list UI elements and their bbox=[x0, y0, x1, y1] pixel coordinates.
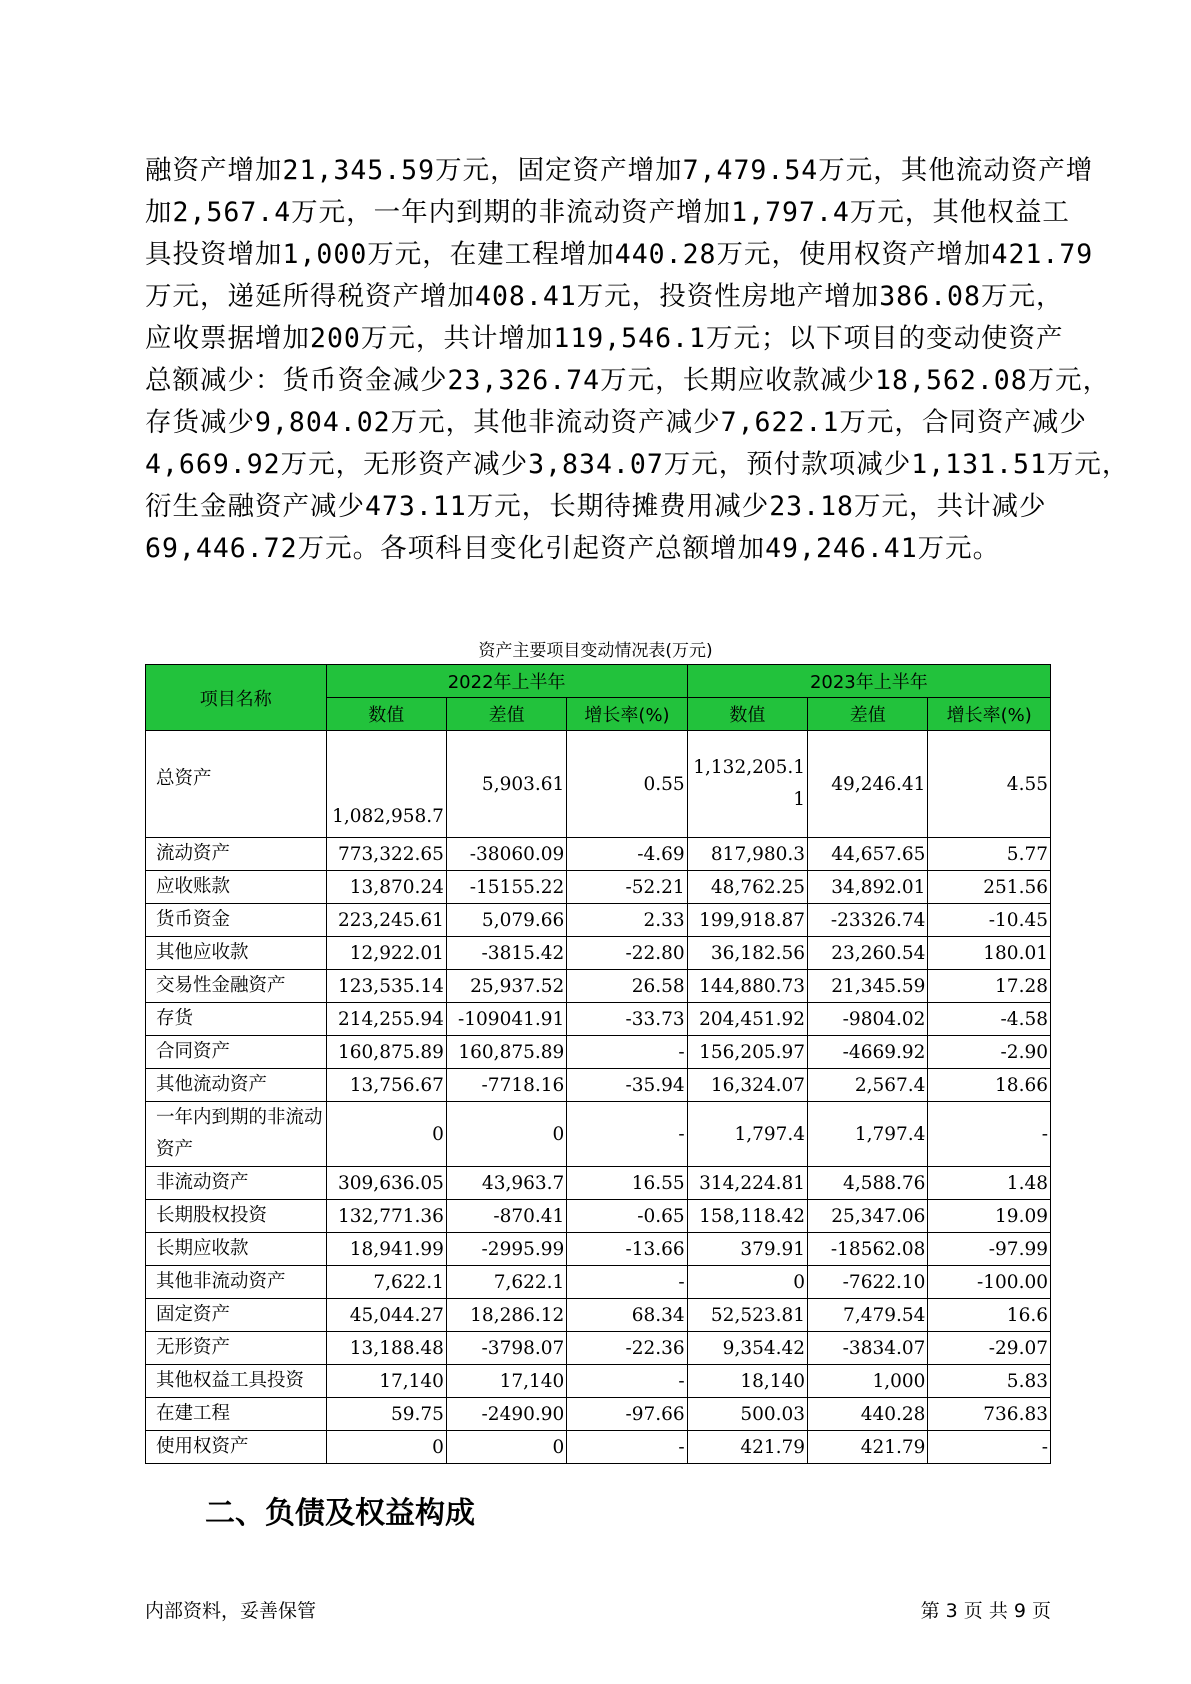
footer-confidential: 内部资料，妥善保管 bbox=[145, 1600, 317, 1622]
cell-value: 180.01 bbox=[928, 937, 1051, 970]
row-label: 其他非流动资产 bbox=[146, 1266, 327, 1299]
table-row bbox=[146, 871, 1051, 904]
cell-value: -3815.42 bbox=[446, 937, 566, 970]
cell-value: -109041.91 bbox=[446, 1003, 566, 1036]
cell-value: 25,937.52 bbox=[446, 970, 566, 1003]
cell-value: 13,756.67 bbox=[326, 1069, 446, 1102]
cell-value: 1,797.4 bbox=[808, 1102, 928, 1167]
header-rate-2023: 增长率(%) bbox=[928, 698, 1051, 731]
table-row bbox=[146, 1233, 1051, 1266]
cell-value: 44,657.65 bbox=[808, 838, 928, 871]
row-label: 使用权资产 bbox=[146, 1431, 327, 1464]
row-label: 其他流动资产 bbox=[146, 1069, 327, 1102]
cell-value: -22.80 bbox=[567, 937, 687, 970]
cell-value: 1,797.4 bbox=[687, 1102, 807, 1167]
body-paragraph bbox=[145, 150, 1130, 570]
cell-value: 5.77 bbox=[928, 838, 1051, 871]
cell-value: 421.79 bbox=[808, 1431, 928, 1464]
cell-value: 223,245.61 bbox=[326, 904, 446, 937]
header-value-2022: 数值 bbox=[326, 698, 446, 731]
cell-value: -52.21 bbox=[567, 871, 687, 904]
table-row bbox=[146, 1003, 1051, 1036]
cell-value: 43,963.7 bbox=[446, 1167, 566, 1200]
cell-value: 34,892.01 bbox=[808, 871, 928, 904]
table-row bbox=[146, 1036, 1051, 1069]
cell-value: 16.6 bbox=[928, 1299, 1051, 1332]
cell-value: 16.55 bbox=[567, 1167, 687, 1200]
cell-value: 48,762.25 bbox=[687, 871, 807, 904]
paragraph-line: 应收票据增加200万元，共计增加119,546.1万元；以下项目的变动使资产 bbox=[145, 323, 1064, 354]
table-row bbox=[146, 1398, 1051, 1431]
table-caption: 资产主要项目变动情况表(万元) bbox=[478, 641, 713, 661]
cell-value: 4,588.76 bbox=[808, 1167, 928, 1200]
cell-value: 49,246.41 bbox=[808, 731, 928, 838]
paragraph-line: 融资产增加21,345.59万元，固定资产增加7,479.54万元，其他流动资产增 bbox=[145, 155, 1094, 186]
cell-value: - bbox=[567, 1266, 687, 1299]
table-row bbox=[146, 1069, 1051, 1102]
row-label: 货币资金 bbox=[146, 904, 327, 937]
section-heading: 二、负债及权益构成 bbox=[205, 1496, 475, 1531]
row-label: 应收账款 bbox=[146, 871, 327, 904]
table-row bbox=[146, 904, 1051, 937]
cell-value: - bbox=[567, 1431, 687, 1464]
cell-value: -35.94 bbox=[567, 1069, 687, 1102]
cell-value: -29.07 bbox=[928, 1332, 1051, 1365]
cell-value: 7,479.54 bbox=[808, 1299, 928, 1332]
paragraph-line: 69,446.72万元。各项科目变化引起资产总额增加49,246.41万元。 bbox=[145, 533, 1001, 564]
cell-value: 214,255.94 bbox=[326, 1003, 446, 1036]
cell-value: 7,622.1 bbox=[446, 1266, 566, 1299]
cell-value: 45,044.27 bbox=[326, 1299, 446, 1332]
cell-value: - bbox=[567, 1365, 687, 1398]
table-row bbox=[146, 1332, 1051, 1365]
cell-value: -22.36 bbox=[567, 1332, 687, 1365]
cell-value: 123,535.14 bbox=[326, 970, 446, 1003]
cell-value: 9,354.42 bbox=[687, 1332, 807, 1365]
cell-value: 19.09 bbox=[928, 1200, 1051, 1233]
cell-value: 18,140 bbox=[687, 1365, 807, 1398]
cell-value: -2995.99 bbox=[446, 1233, 566, 1266]
row-label: 一年内到期的非流动资产 bbox=[146, 1102, 327, 1167]
cell-value: 26.58 bbox=[567, 970, 687, 1003]
table-row bbox=[146, 1431, 1051, 1464]
cell-value: -33.73 bbox=[567, 1003, 687, 1036]
cell-value: 773,322.65 bbox=[326, 838, 446, 871]
header-period-2022: 2022年上半年 bbox=[326, 665, 687, 698]
cell-value: 132,771.36 bbox=[326, 1200, 446, 1233]
row-label: 合同资产 bbox=[146, 1036, 327, 1069]
row-label: 存货 bbox=[146, 1003, 327, 1036]
paragraph-line: 万元，递延所得税资产增加408.41万元，投资性房地产增加386.08万元， bbox=[145, 281, 1064, 312]
cell-value: 25,347.06 bbox=[808, 1200, 928, 1233]
cell-value: 5,079.66 bbox=[446, 904, 566, 937]
table-row bbox=[146, 1102, 1051, 1167]
cell-value: 1.48 bbox=[928, 1167, 1051, 1200]
cell-value: 160,875.89 bbox=[326, 1036, 446, 1069]
cell-value: 13,188.48 bbox=[326, 1332, 446, 1365]
cell-value: 2.33 bbox=[567, 904, 687, 937]
cell-value: -4.69 bbox=[567, 838, 687, 871]
cell-value: 52,523.81 bbox=[687, 1299, 807, 1332]
paragraph-line: 衍生金融资产减少473.11万元，长期待摊费用减少23.18万元，共计减少 bbox=[145, 491, 1047, 522]
table-row bbox=[146, 838, 1051, 871]
header-value-2023: 数值 bbox=[687, 698, 807, 731]
header-diff-2023: 差值 bbox=[808, 698, 928, 731]
cell-value: 736.83 bbox=[928, 1398, 1051, 1431]
table-row bbox=[146, 1266, 1051, 1299]
cell-value: -2.90 bbox=[928, 1036, 1051, 1069]
cell-value: 0 bbox=[326, 1431, 446, 1464]
asset-change-table bbox=[145, 664, 1051, 1464]
cell-value: -97.99 bbox=[928, 1233, 1051, 1266]
cell-value: 1,132,205.11 bbox=[687, 731, 807, 838]
cell-value: -18562.08 bbox=[808, 1233, 928, 1266]
paragraph-line: 总额减少：货币资金减少23,326.74万元，长期应收款减少18,562.08万元， bbox=[145, 365, 1111, 396]
cell-value: 23,260.54 bbox=[808, 937, 928, 970]
table-row bbox=[146, 1200, 1051, 1233]
cell-value: 5.83 bbox=[928, 1365, 1051, 1398]
header-rate-2022: 增长率(%) bbox=[567, 698, 687, 731]
cell-value: -3834.07 bbox=[808, 1332, 928, 1365]
cell-value: -10.45 bbox=[928, 904, 1051, 937]
cell-value: 156,205.97 bbox=[687, 1036, 807, 1069]
paragraph-line: 存货减少9,804.02万元，其他非流动资产减少7,622.1万元，合同资产减少 bbox=[145, 407, 1087, 438]
cell-value: 421.79 bbox=[687, 1431, 807, 1464]
row-label: 长期应收款 bbox=[146, 1233, 327, 1266]
cell-value: 158,118.42 bbox=[687, 1200, 807, 1233]
cell-value: 16,324.07 bbox=[687, 1069, 807, 1102]
header-item-name: 项目名称 bbox=[146, 665, 327, 731]
cell-value: 0 bbox=[446, 1431, 566, 1464]
cell-value: 144,880.73 bbox=[687, 970, 807, 1003]
cell-value: -4669.92 bbox=[808, 1036, 928, 1069]
cell-value: -15155.22 bbox=[446, 871, 566, 904]
table-row bbox=[146, 731, 1051, 838]
cell-value: 500.03 bbox=[687, 1398, 807, 1431]
cell-value: 18,941.99 bbox=[326, 1233, 446, 1266]
table-row bbox=[146, 1365, 1051, 1398]
row-label: 流动资产 bbox=[146, 838, 327, 871]
row-label: 固定资产 bbox=[146, 1299, 327, 1332]
cell-value: 5,903.61 bbox=[446, 731, 566, 838]
cell-value: -7718.16 bbox=[446, 1069, 566, 1102]
cell-value: -2490.90 bbox=[446, 1398, 566, 1431]
paragraph-line: 4,669.92万元，无形资产减少3,834.07万元，预付款项减少1,131.51万元， bbox=[145, 449, 1130, 480]
row-label: 其他权益工具投资 bbox=[146, 1365, 327, 1398]
cell-value: 309,636.05 bbox=[326, 1167, 446, 1200]
cell-value: 7,622.1 bbox=[326, 1266, 446, 1299]
cell-value: -23326.74 bbox=[808, 904, 928, 937]
cell-value: 17.28 bbox=[928, 970, 1051, 1003]
row-label: 在建工程 bbox=[146, 1398, 327, 1431]
cell-value: -870.41 bbox=[446, 1200, 566, 1233]
row-label: 长期股权投资 bbox=[146, 1200, 327, 1233]
cell-value: 12,922.01 bbox=[326, 937, 446, 970]
cell-value: 1,082,958.7 bbox=[326, 731, 446, 838]
cell-value: -38060.09 bbox=[446, 838, 566, 871]
cell-value: -7622.10 bbox=[808, 1266, 928, 1299]
cell-value: 4.55 bbox=[928, 731, 1051, 838]
cell-value: 18.66 bbox=[928, 1069, 1051, 1102]
table-row bbox=[146, 937, 1051, 970]
cell-value: - bbox=[928, 1431, 1051, 1464]
cell-value: 817,980.3 bbox=[687, 838, 807, 871]
row-label: 非流动资产 bbox=[146, 1167, 327, 1200]
cell-value: -9804.02 bbox=[808, 1003, 928, 1036]
cell-value: -4.58 bbox=[928, 1003, 1051, 1036]
cell-value: 21,345.59 bbox=[808, 970, 928, 1003]
cell-value: 13,870.24 bbox=[326, 871, 446, 904]
cell-value: 160,875.89 bbox=[446, 1036, 566, 1069]
header-period-2023: 2023年上半年 bbox=[687, 665, 1050, 698]
cell-value: -100.00 bbox=[928, 1266, 1051, 1299]
cell-value: 17,140 bbox=[326, 1365, 446, 1398]
cell-value: - bbox=[928, 1102, 1051, 1167]
cell-value: 199,918.87 bbox=[687, 904, 807, 937]
paragraph-line: 加2,567.4万元，一年内到期的非流动资产增加1,797.4万元，其他权益工 bbox=[145, 197, 1070, 228]
cell-value: - bbox=[567, 1036, 687, 1069]
table-row bbox=[146, 1299, 1051, 1332]
cell-value: -13.66 bbox=[567, 1233, 687, 1266]
cell-value: 0.55 bbox=[567, 731, 687, 838]
cell-value: -0.65 bbox=[567, 1200, 687, 1233]
row-label: 无形资产 bbox=[146, 1332, 327, 1365]
table-row bbox=[146, 1167, 1051, 1200]
cell-value: 36,182.56 bbox=[687, 937, 807, 970]
cell-value: - bbox=[567, 1102, 687, 1167]
cell-value: 1,000 bbox=[808, 1365, 928, 1398]
cell-value: 440.28 bbox=[808, 1398, 928, 1431]
table-row bbox=[146, 970, 1051, 1003]
cell-value: 68.34 bbox=[567, 1299, 687, 1332]
paragraph-line: 具投资增加1,000万元，在建工程增加440.28万元，使用权资产增加421.79 bbox=[145, 239, 1094, 270]
footer-page-number: 第 3 页 共 9 页 bbox=[920, 1600, 1051, 1622]
row-label: 其他应收款 bbox=[146, 937, 327, 970]
cell-value: 2,567.4 bbox=[808, 1069, 928, 1102]
cell-value: 0 bbox=[687, 1266, 807, 1299]
table-body bbox=[146, 731, 1051, 1464]
cell-value: -3798.07 bbox=[446, 1332, 566, 1365]
cell-value: 59.75 bbox=[326, 1398, 446, 1431]
header-diff-2022: 差值 bbox=[446, 698, 566, 731]
cell-value: 0 bbox=[326, 1102, 446, 1167]
cell-value: 18,286.12 bbox=[446, 1299, 566, 1332]
row-label: 总资产 bbox=[146, 731, 327, 838]
cell-value: 204,451.92 bbox=[687, 1003, 807, 1036]
cell-value: 17,140 bbox=[446, 1365, 566, 1398]
cell-value: -97.66 bbox=[567, 1398, 687, 1431]
row-label: 交易性金融资产 bbox=[146, 970, 327, 1003]
cell-value: 379.91 bbox=[687, 1233, 807, 1266]
cell-value: 314,224.81 bbox=[687, 1167, 807, 1200]
cell-value: 0 bbox=[446, 1102, 566, 1167]
cell-value: 251.56 bbox=[928, 871, 1051, 904]
